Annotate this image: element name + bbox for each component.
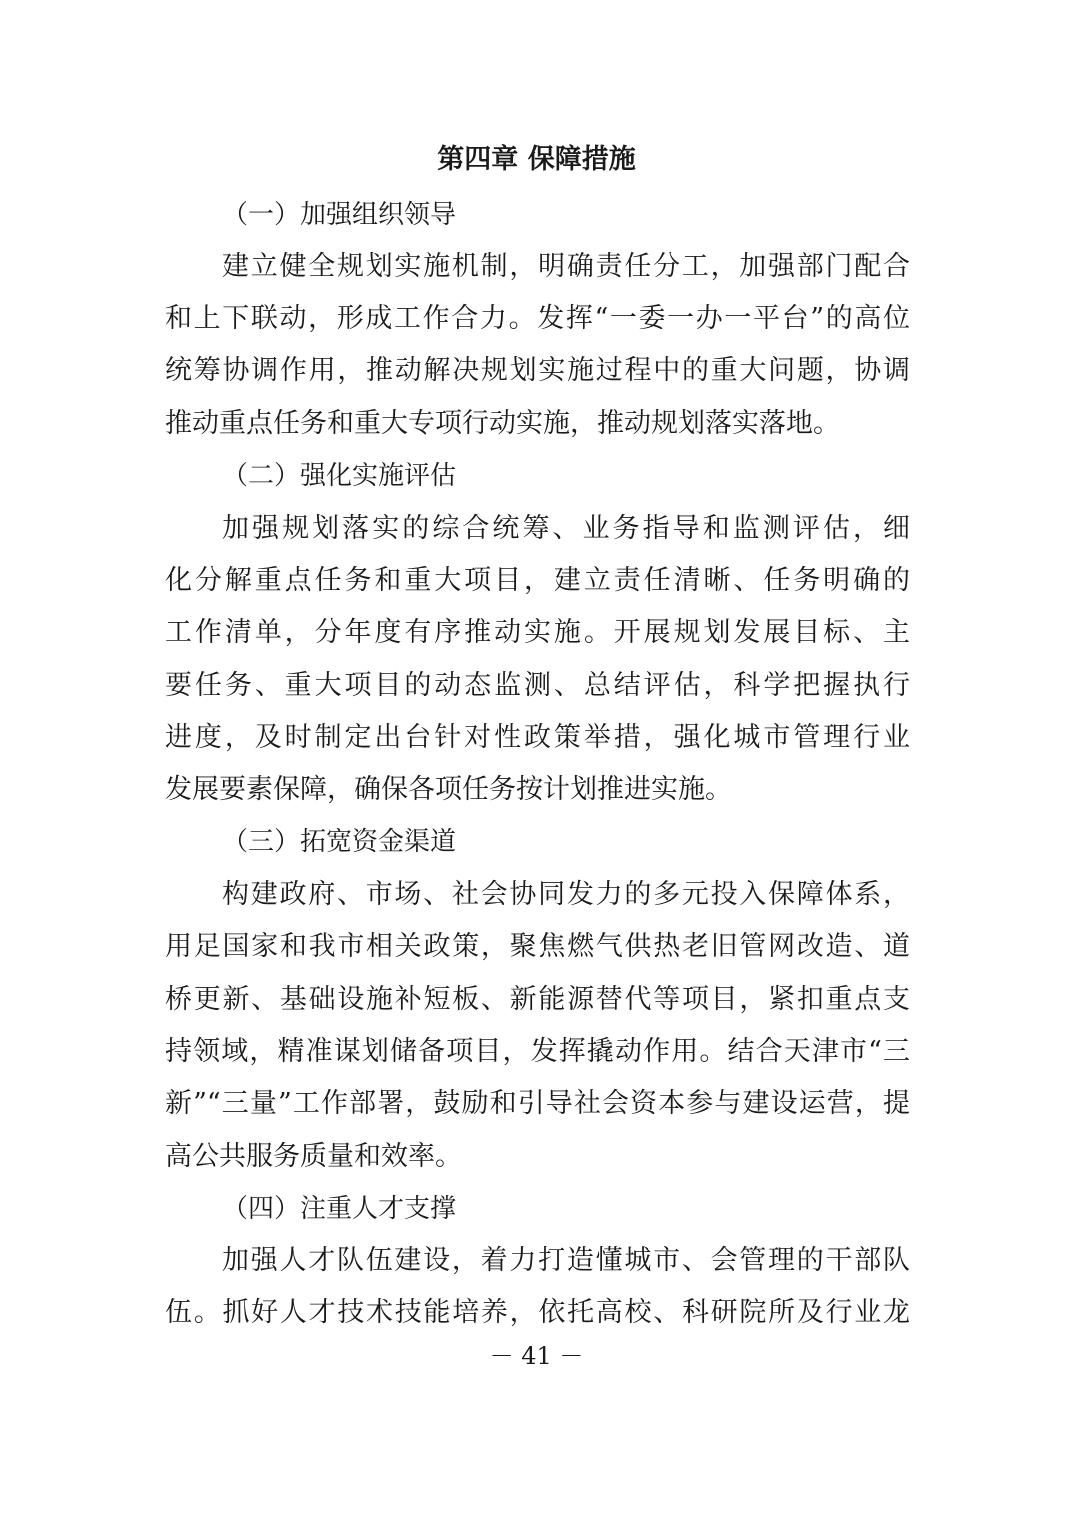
paragraph-line: 进度，及时制定出台针对性政策举措，强化城市管理行业 <box>165 722 910 753</box>
paragraph-line: 高公共服务质量和效率。 <box>165 1141 462 1172</box>
section-heading-2: （二）强化实施评估 <box>222 461 457 491</box>
paragraph-line: 工作清单，分年度有序推动实施。开展规划发展目标、主 <box>165 617 910 648</box>
paragraph-line: 用足国家和我市相关政策，聚焦燃气供热老旧管网改造、道 <box>165 931 910 962</box>
paragraph-line: 要任务、重大项目的动态监测、总结评估，科学把握执行 <box>165 670 910 701</box>
paragraph-line: 建立健全规划实施机制，明确责任分工，加强部门配合 <box>222 251 910 282</box>
page-number: － 41 － <box>489 1342 584 1370</box>
paragraph-line: 发展要素保障，确保各项任务按计划推进实施。 <box>165 774 732 805</box>
paragraph-line: 构建政府、市场、社会协同发力的多元投入保障体系， <box>222 879 910 910</box>
paragraph-line: 化分解重点任务和重大项目，建立责任清晰、任务明确的 <box>165 565 910 596</box>
paragraph-line: 持领域，精准谋划储备项目，发挥撬动作用。结合天津市“三 <box>165 1036 910 1067</box>
paragraph-line: 统筹协调作用，推动解决规划实施过程中的重大问题，协调 <box>165 355 910 386</box>
section-heading-1: （一）加强组织领导 <box>222 200 457 230</box>
paragraph-line: 新”“三量”工作部署，鼓励和引导社会资本参与建设运营，提 <box>165 1088 910 1119</box>
paragraph-line: 加强人才队伍建设，着力打造懂城市、会管理的干部队 <box>222 1245 910 1276</box>
paragraph-line: 推动重点任务和重大专项行动实施，推动规划落实落地。 <box>165 408 840 439</box>
paragraph-line: 桥更新、基础设施补短板、新能源替代等项目，紧扣重点支 <box>165 984 910 1015</box>
paragraph-line: 加强规划落实的综合统筹、业务指导和监测评估，细 <box>222 513 910 544</box>
section-heading-4: （四）注重人才支撑 <box>222 1194 457 1224</box>
chapter-title: 第四章 保障措施 <box>437 144 636 175</box>
paragraph-line: 伍。抓好人才技术技能培养，依托高校、科研院所及行业龙 <box>165 1297 910 1328</box>
section-heading-3: （三）拓宽资金渠道 <box>222 827 457 857</box>
paragraph-line: 和上下联动，形成工作合力。发挥“一委一办一平台”的高位 <box>165 303 910 334</box>
